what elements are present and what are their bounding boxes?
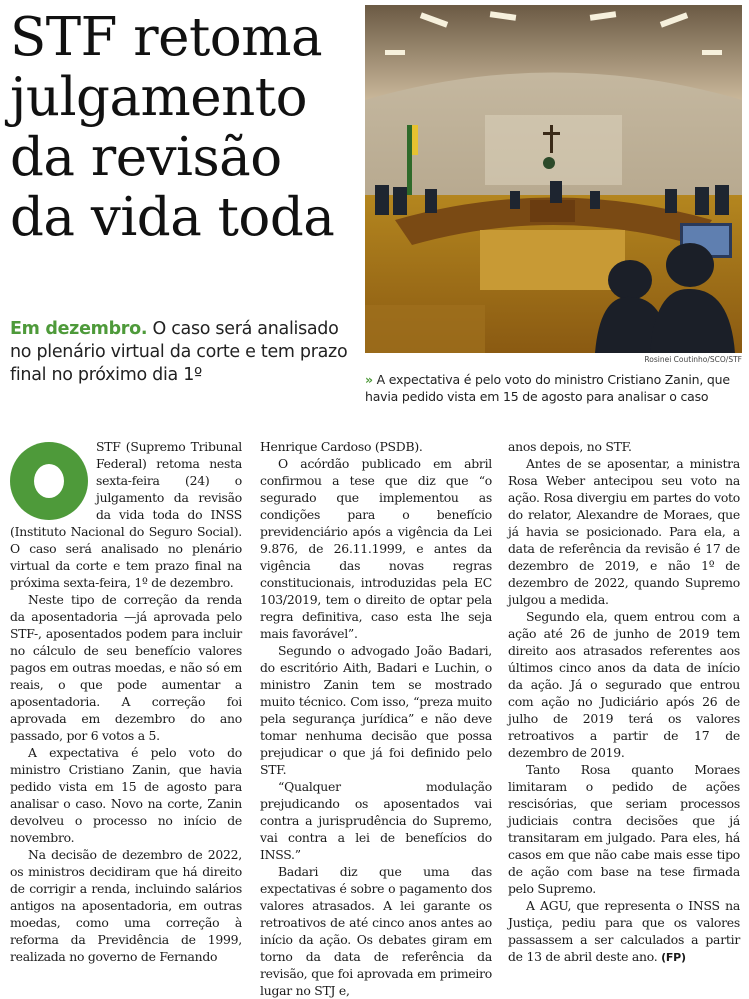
headline-line: STF retoma — [10, 7, 323, 68]
article-paragraph — [508, 897, 740, 966]
article-column-3 — [508, 438, 740, 966]
lead-paragraph — [10, 318, 355, 387]
article-paragraph: Antes de se aposentar, a ministra Rosa Weber antecipou seu voto na ação. Rosa divergiu em partes do voto do relator, Alexandre de Moraes, que já havia se posicionado. Para ela, a data de referência da revisão é 17 de dezembro de 2019, e não 1º de dezembro de 2022, quando Supremo julgou a medida. — [508, 456, 740, 607]
article-paragraph: A expectativa é pelo voto do ministro Cristiano Zanin, que havia pedido vista em 15 de agosto para analisar o caso. Novo na corte, Zanin devolveu o processo no início de novembro. — [10, 745, 242, 845]
article-paragraph: Badari diz que uma das expectativas é sobre o pagamento dos valores atrasados. A lei garante os retroativos de até cinco anos antes ao início da ação. Os debates giram em torno da data de referência da revisão, que foi aprovada em primeiro lugar no STJ e, — [260, 864, 492, 998]
photo-caption — [365, 371, 745, 405]
paragraph-text: A AGU, que representa o INSS na Justiça, pediu para que os valores passassem a ser calculados a partir de 13 de abril deste ano. — [508, 898, 740, 964]
caption-text: A expectativa é pelo voto do ministro Cristiano Zanin, que havia pedido vista em 15 de agosto para analisar o caso — [365, 372, 730, 404]
dropcap — [10, 442, 88, 520]
paragraph-text: STF (Supremo Tribunal Federal) retoma nesta sexta-feira (24) o julgamento da revisão da vida toda do INSS (Instituto Nacional do Seguro Social). O caso será analisado no plenário virtual da corte e tem prazo final na próxima sexta-feira, 1º de dezembro. — [10, 439, 242, 590]
article-paragraph: Neste tipo de correção da renda da aposentadoria —já aprovada pelo STF-, aposentados podem para incluir no cálculo de seu benefício valores pagos em outras moedas, e não só em reais, o que pode aumentar a aposentadoria. A correção foi aprovada em dezembro do ano passado, por 6 votos a 5. — [10, 592, 242, 743]
lead-kicker: Em dezembro. — [10, 319, 148, 339]
headline-line: da revisão — [10, 127, 282, 188]
article-column-1 — [10, 438, 242, 965]
article-paragraph — [10, 438, 242, 591]
article-paragraph: Henrique Cardoso (PSDB). — [260, 439, 423, 454]
article-paragraph: Segundo o advogado João Badari, do escritório Aith, Badari e Luchin, o ministro Zanin tem se mostrado muito técnico. Com isso, “preza muito pela segurança jurídica” e não deve tomar nenhuma decisão que possa prejudicar o que já foi definido pelo STF. — [260, 643, 492, 777]
article-paragraph: Segundo ela, quem entrou com a ação até 26 de junho de 2019 tem direito aos atrasados referentes aos últimos cinco anos da data de início da ação. Já o segurado que entrou com ação no Judiciário após 26 de julho de 2019 terá os valores retroativos a partir de 17 de dezembro de 2019. — [508, 609, 740, 760]
article-column-2 — [260, 438, 492, 999]
article-paragraph: Tanto Rosa quanto Moraes limitaram o pedido de ações rescisórias, que seriam processos judiciais contra decisões que já transitaram em julgado. Para eles, há casos em que não cabe mais esse tipo de ação com base na tese firmada pelo Supremo. — [508, 762, 740, 896]
article-paragraph: Na decisão de dezembro de 2022, os ministros decidiram que há direito de corrigir a renda, incluindo salários antigos na aposentadoria, em outras moedas, como uma correção à reforma da Previdência de 1999, realizada no governo de Fernando — [10, 847, 242, 964]
headline-line: julgamento — [10, 67, 308, 128]
photo-credit: Rosinei Coutinho/SCO/STF — [644, 355, 742, 364]
author-signature: (FP) — [661, 951, 686, 964]
headline-line: da vida toda — [10, 187, 335, 248]
headline — [10, 8, 360, 248]
article-paragraph: anos depois, no STF. — [508, 439, 632, 454]
article-paragraph: “Qualquer modulação prejudicando os aposentados vai contra a jurisprudência do Supremo, vai contra a lei de benefícios do INSS.” — [260, 779, 492, 862]
news-photo — [365, 5, 742, 353]
lead-text: O caso será analisado no plenário virtual da corte e tem prazo final no próximo dia 1º — [10, 319, 348, 385]
article-paragraph: O acórdão publicado em abril confirmou a tese que diz que “o segurado que implementou as condições para o benefício previdenciário após a vigência da Lei 9.876, de 26.11.1999, e antes da vigência das novas regras constitucionais, introduzidas pela EC 103/2019, tem o direito de optar pela regra definitiva, caso esta lhe seja mais favorável”. — [260, 456, 492, 641]
caption-arrows-icon: » — [365, 372, 373, 387]
court-plenary-photo — [365, 5, 742, 353]
